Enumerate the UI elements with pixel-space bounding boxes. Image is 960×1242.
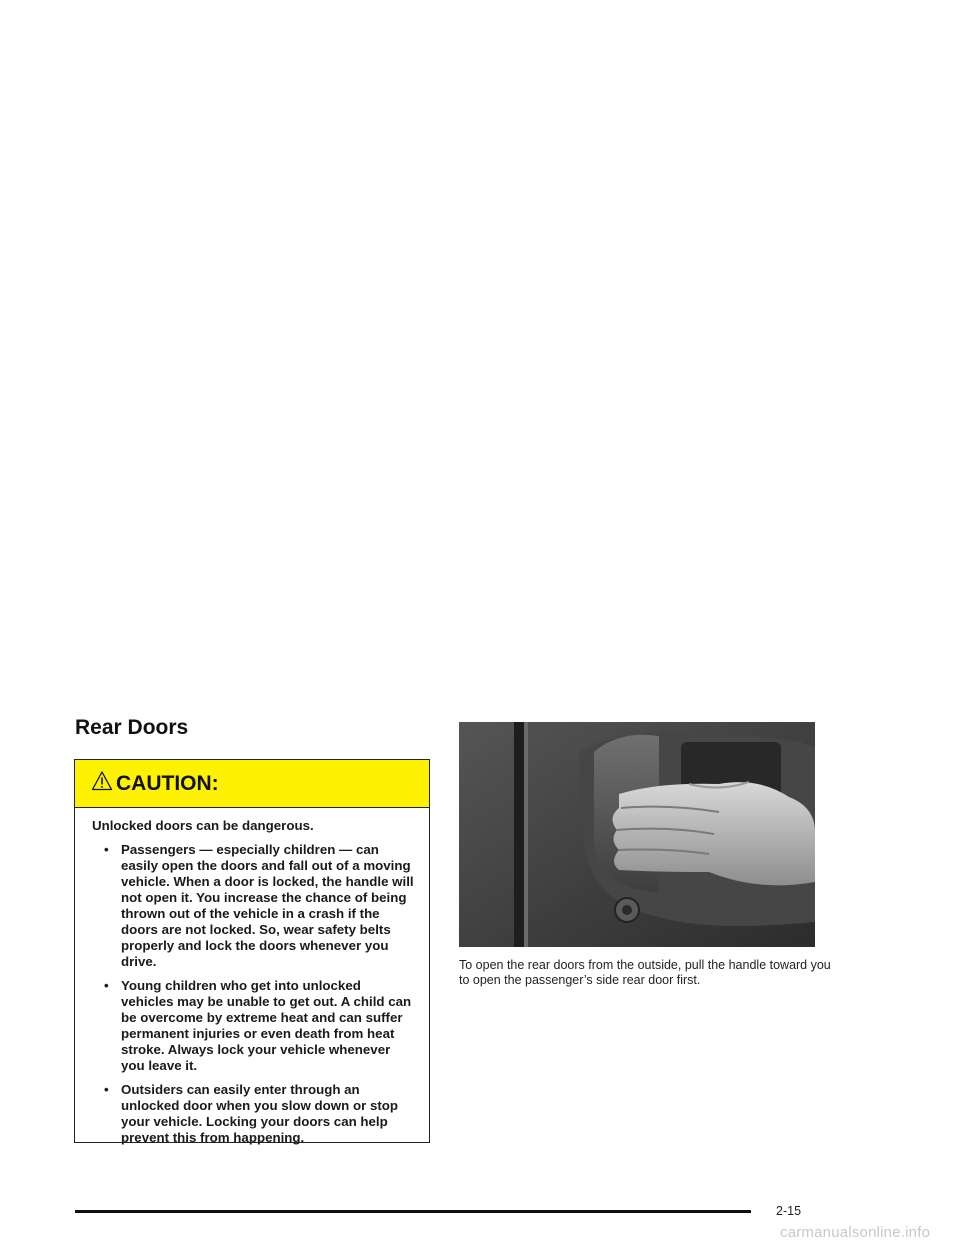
footer-rule [75,1210,751,1213]
bullet-glyph: • [104,1082,109,1097]
list-item [92,978,415,1074]
door-handle-photo [459,722,815,947]
caution-body [75,808,429,1146]
caution-bullet-text: Outsiders can easily enter through an unlocked door when you slow down or stop your vehicle. Locking your doors can help prevent this from happening. [121,1082,399,1145]
caution-box [74,759,430,1143]
caution-bullet-text: Young children who get into unlocked vehicles may be unable to get out. A child can be overcome by extreme heat and can suffer permanent injuries or even death from heat stroke. Always lock your vehicle whenever you leave it. [121,978,412,1073]
caution-bullet-text: Passengers — especially children — can easily open the doors and fall out of a moving vehicle. When a door is locked, the handle will not open it. You increase the chance of being thrown out of the vehicle in a crash if the doors are not locked. So, wear safety belts properly and lock the doors whenever you drive. [121,842,414,969]
body-paragraph: To open the rear doors from the outside, pull the handle toward you to open the passenger’s side rear door first. [459,958,831,987]
caution-list [92,842,415,1146]
caution-title: CAUTION: [116,771,219,795]
list-item [92,842,415,970]
section-title: Rear Doors [75,716,189,739]
watermark: carmanualsonline.info [780,1224,931,1241]
page-number: 2-15 [776,1204,802,1218]
bullet-glyph: • [104,978,109,993]
caution-header [75,760,429,808]
bullet-glyph: • [104,842,109,857]
list-item [92,1082,415,1146]
caution-intro: Unlocked doors can be dangerous. [92,818,314,833]
warning-triangle-icon [91,770,113,792]
